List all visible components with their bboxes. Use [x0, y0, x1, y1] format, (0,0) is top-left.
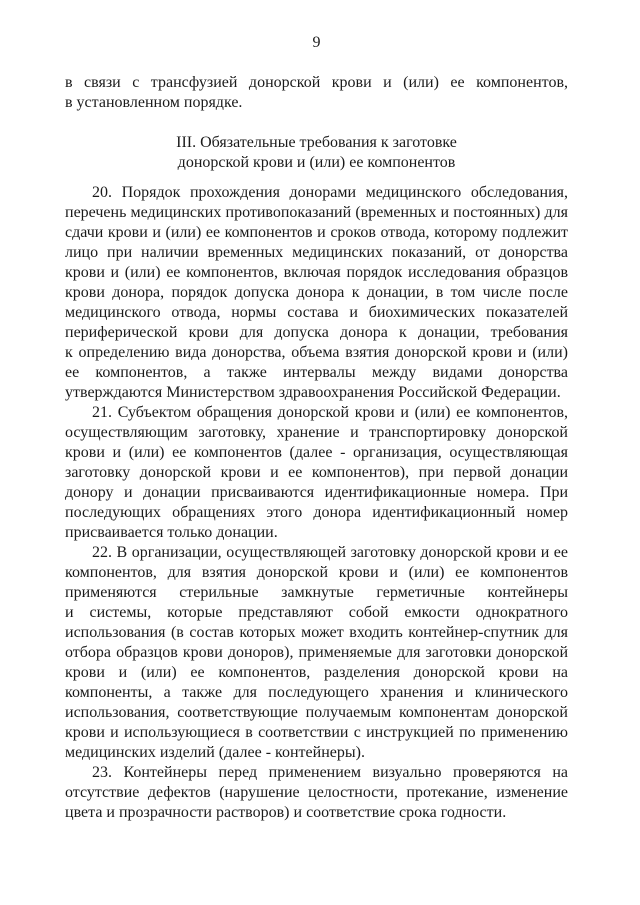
paragraph-22: 22. В организации, осуществляющей заготовку донорской крови и ее компонентов, для взятия донорской крови и (или) ее компонентов применяются стерильные замкнутые герметичные контейнеры и системы, которые представляют собой емкости однократного использования (в состав которых может входить контейнер-спутник для отбора образцов крови доноров), применяемые для заготовки донорской крови и (или) ее компонентов, разделения донорской крови на компоненты, а также для последующего хранения и клинического использования, соответствующие получаемым компонентам донорской крови и использующиеся в соответствии с инструкцией по применению медицинских изделий (далее - контейнеры). [65, 544, 568, 761]
paragraph-21: 21. Субъектом обращения донорской крови и (или) ее компонентов, осуществляющим заготовку, хранение и транспортировку донорской крови и (или) ее компонентов (далее - организация, осуществляющая заготовку донорской крови и ее компонентов), при первой донации донору и донации присваиваются идентификационные номера. При последующих обращениях этого донора идентификационный номер присваивается только донации. [65, 404, 568, 541]
paragraph-23: 23. Контейнеры перед применением визуально проверяются на отсутствие дефектов (нарушение целостности, протекание, изменение цвета и прозрачности растворов) и соответствие срока годности. [65, 764, 568, 821]
section-heading-line-1: III. Обязательные требования к заготовке [176, 134, 457, 151]
section-heading [65, 133, 568, 173]
section-heading-line-2: донорской крови и (или) ее компонентов [177, 154, 456, 171]
paragraph-continuation: в связи с трансфузией донорской крови и (или) ее компонентов, в установленном порядке. [65, 74, 568, 111]
page-number: 9 [312, 34, 321, 51]
paragraph-20: 20. Порядок прохождения донорами медицинского обследования, перечень медицинских противопоказаний (временных и постоянных) для сдачи крови и (или) ее компонентов и сроков отвода, которому подлежит лицо при наличии временных медицинских показаний, от донорства крови и (или) ее компонентов, включая порядок исследования образцов крови донора, порядок допуска донора к донации, в том числе после медицинского отвода, нормы состава и биохимических показателей периферической крови для допуска донора к донации, требования к определению вида донорства, объема взятия донорской крови и (или) ее компонентов, а также интервалы между видами донорства утверждаются Министерством здравоохранения Российской Федерации. [65, 184, 568, 401]
